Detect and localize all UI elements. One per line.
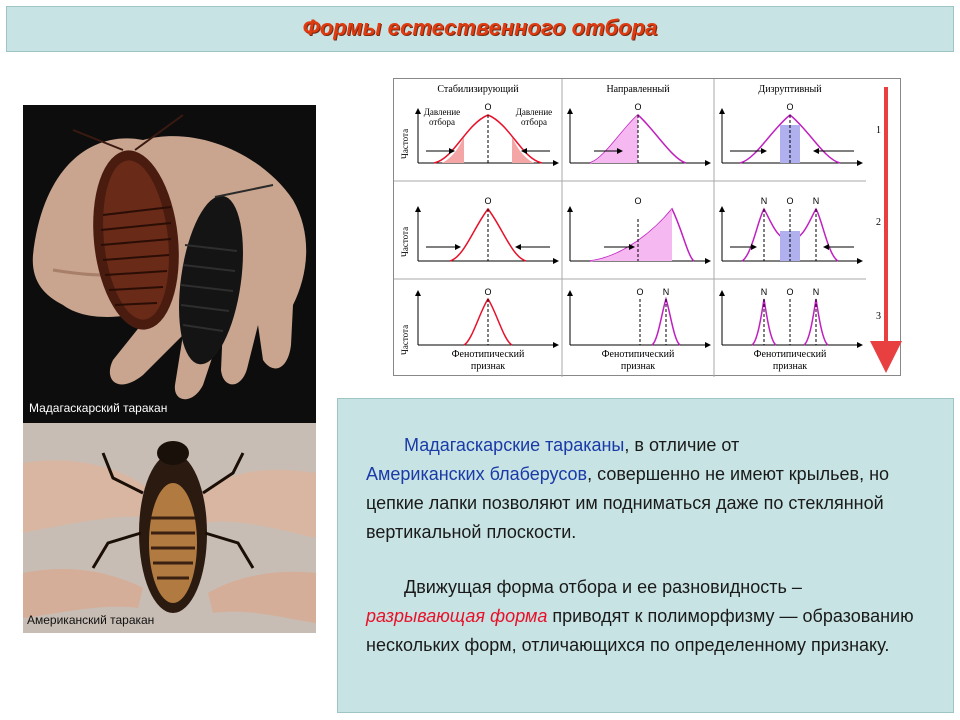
madagascar-cockroach-illustration (23, 105, 316, 423)
american-cockroach-photo (23, 423, 316, 633)
paragraph-2 (366, 573, 926, 660)
disruptive-term: разрывающая форма (366, 606, 548, 626)
peak-n-right-r3: N (812, 287, 820, 297)
peak-o-r2c2: O (634, 196, 642, 206)
peak-n-right-r2: N (812, 196, 820, 206)
american-caption: Американский таракан (27, 613, 155, 627)
pressure-left-label-2: отбора (429, 117, 455, 127)
peak-o-r2c3: O (786, 196, 794, 206)
selection-diagram-svg (394, 79, 902, 377)
american-term: Американских блаберусов (366, 464, 588, 484)
madagascar-cockroach-photo (23, 105, 316, 423)
madagascar-caption: Мадагаскарский таракан (29, 401, 168, 415)
peak-n-r3c2: N (662, 287, 670, 297)
p1-text-a: , в отличие от (624, 435, 740, 455)
y-axis-label-row1: Частота (400, 128, 410, 159)
p2-text-b: приводят к полиморфизму — образованию нескольких форм, отличающихся по определенному признаку. (366, 606, 914, 655)
x-axis-label-c2: Фенотипический (601, 349, 675, 360)
peak-o-r3c1: O (484, 287, 492, 297)
pressure-right-label: Давление (515, 107, 553, 117)
x-axis-label-c3-2: признак (772, 361, 808, 372)
column-header-stabilizing: Стабилизирующий (437, 84, 519, 95)
column-header-directional: Направленный (606, 84, 670, 95)
peak-o-r3c3: O (786, 287, 794, 297)
peak-o-r1c1: O (484, 102, 492, 112)
y-axis-label-row2: Частота (400, 226, 410, 257)
madagascar-term: Мадагаскарские тараканы (404, 435, 625, 455)
american-cockroach-illustration (23, 423, 316, 633)
peak-o-r1c2: O (634, 102, 642, 112)
peak-n-left-r3: N (760, 287, 768, 297)
row-number-2: 2 (876, 217, 881, 228)
text-panel (337, 398, 954, 713)
pressure-left-label: Давление (423, 107, 461, 117)
p1-text-b: , совершенно не имеют крыльев, но цепкие лапки позволяют им подниматься даже по стеклянной вертикальной плоскости. (366, 464, 890, 542)
x-axis-label-c2-2: признак (620, 361, 656, 372)
x-axis-label-c1: Фенотипический (451, 349, 525, 360)
title-bar (6, 6, 954, 52)
paragraph-1 (366, 431, 926, 547)
y-axis-label-row3: Частота (400, 324, 410, 355)
peak-o-r2c1: O (484, 196, 492, 206)
x-axis-label-c1-2: признак (470, 361, 506, 372)
pressure-right-label-2: отбора (521, 117, 547, 127)
peak-o-r3c2: O (636, 287, 644, 297)
column-header-disruptive: Дизруптивный (758, 84, 822, 95)
p2-text-a: Движущая форма отбора и ее разновидность – (404, 577, 802, 597)
x-axis-label-c3: Фенотипический (753, 349, 827, 360)
row-number-1: 1 (876, 125, 881, 136)
peak-o-r1c3: O (786, 102, 794, 112)
slide-title: Формы естественного отбора (302, 15, 658, 40)
peak-n-left-r2: N (760, 196, 768, 206)
selection-forms-diagram (393, 78, 901, 376)
row-number-3: 3 (876, 311, 881, 322)
